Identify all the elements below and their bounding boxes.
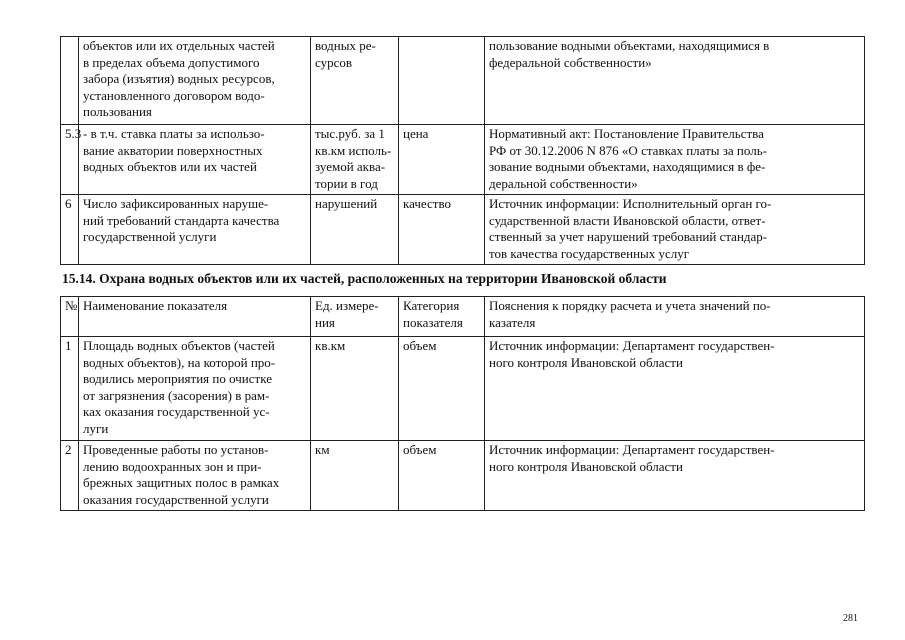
category: объем xyxy=(399,337,485,441)
category: объем xyxy=(399,441,485,511)
unit: водных ре- сурсов xyxy=(311,37,399,125)
note: Нормативный акт: Постановление Правительства РФ от 30.12.2006 N 876 «О ставках платы за поль- зование водными объектами, находящимися в фе- деральной собственности» xyxy=(485,125,865,195)
unit: км xyxy=(311,441,399,511)
page-number: 281 xyxy=(843,613,858,624)
row-number: 2 xyxy=(61,441,79,511)
indicator-name: - в т.ч. ставка платы за использо- вание акватории поверхностных водных объектов или их частей xyxy=(79,125,311,195)
row-number xyxy=(61,37,79,125)
row-number: 1 xyxy=(61,337,79,441)
indicators-table-continued xyxy=(60,36,865,265)
indicator-name: Число зафиксированных наруше- ний требований стандарта качества государственной услуги xyxy=(79,195,311,265)
table-row xyxy=(61,125,865,195)
header-unit: Ед. измере- ния xyxy=(311,297,399,337)
header-name: Наименование показателя xyxy=(79,297,311,337)
row-number: 6 xyxy=(61,195,79,265)
section-heading: 15.14. Охрана водных объектов или их частей, расположенных на территории Ивановской области xyxy=(62,271,667,286)
header-note: Пояснения к порядку расчета и учета значений по- казателя xyxy=(485,297,865,337)
category: качество xyxy=(399,195,485,265)
category xyxy=(399,37,485,125)
indicator-name: Площадь водных объектов (частей водных объектов), на которой про- водились мероприятия по очистке от загрязнения (засорения) в рам- ках оказания государственной ус- луги xyxy=(79,337,311,441)
note: Источник информации: Департамент государствен- ного контроля Ивановской области xyxy=(485,337,865,441)
header-category: Категория показателя xyxy=(399,297,485,337)
table-row xyxy=(61,337,865,441)
indicator-name: Проведенные работы по установ- лению водоохранных зон и при- брежных защитных полос в рамках оказания государственной услуги xyxy=(79,441,311,511)
indicator-name: объектов или их отдельных частей в пределах объема допустимого забора (изъятия) водных ресурсов, установленного договором водо- пользования xyxy=(79,37,311,125)
row-number: 5.3 xyxy=(61,125,79,195)
header-number: № xyxy=(61,297,79,337)
note: Источник информации: Исполнительный орган го- сударственной власти Ивановской области, ответ- ственный за учет нарушений требований стандар- тов качества государственных услуг xyxy=(485,195,865,265)
table-row xyxy=(61,195,865,265)
table-row xyxy=(61,441,865,511)
table-header-row xyxy=(61,297,865,337)
note: Источник информации: Департамент государствен- ного контроля Ивановской области xyxy=(485,441,865,511)
category: цена xyxy=(399,125,485,195)
indicators-table-15-14 xyxy=(60,296,865,511)
unit: нарушений xyxy=(311,195,399,265)
unit: кв.км xyxy=(311,337,399,441)
note: пользование водными объектами, находящимися в федеральной собственности» xyxy=(485,37,865,125)
table-row xyxy=(61,37,865,125)
unit: тыс.руб. за 1 кв.км исполь- зуемой аква- тории в год xyxy=(311,125,399,195)
